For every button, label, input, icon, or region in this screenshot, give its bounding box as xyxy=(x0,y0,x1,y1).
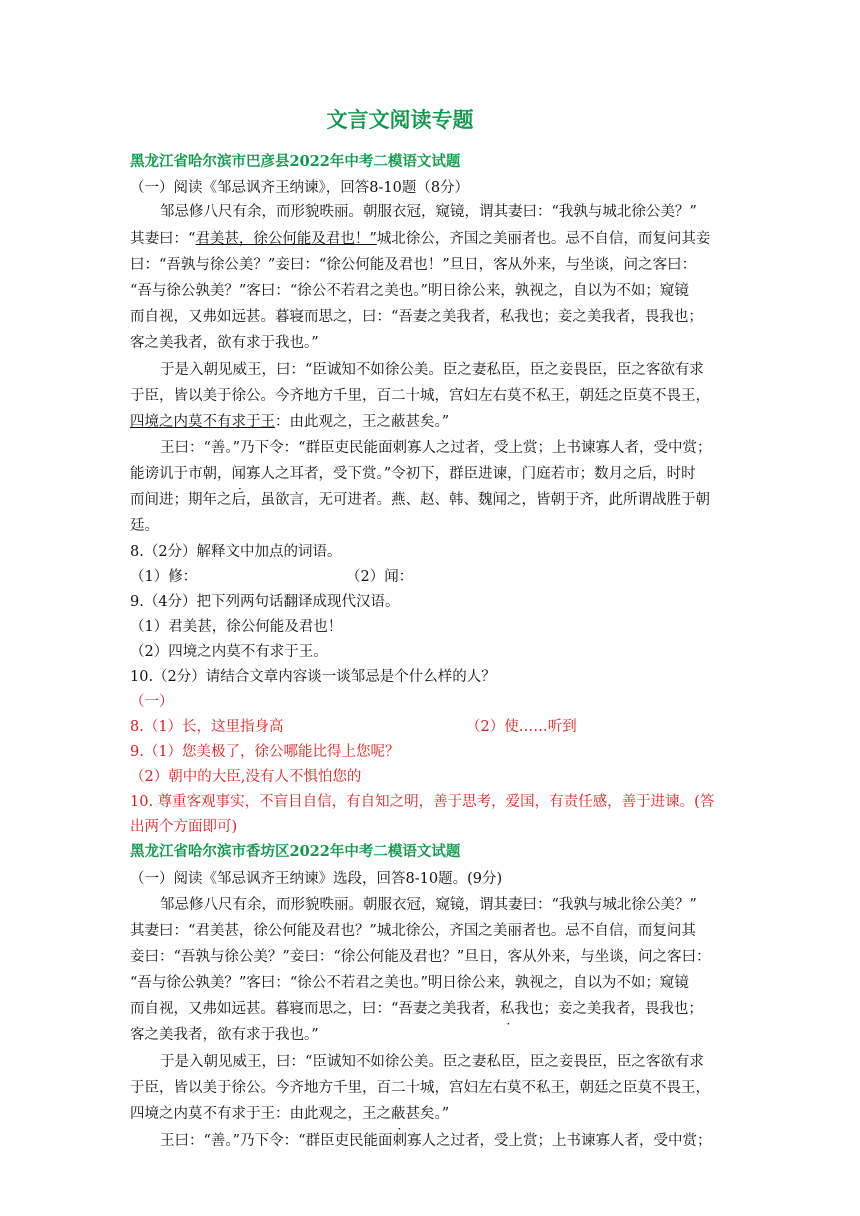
passage-line: “吾与徐公孰美？”客曰：“徐公不若君之美也。”明日徐公来，孰视之，自以为不如；窥镜 xyxy=(130,975,689,991)
source-heading-1: 黑龙江省哈尔滨市巴彦县2022年中考二模语文试题 xyxy=(130,153,461,170)
passage-line: 其妻曰：“君美甚，徐公何能及君也！”城北徐公，齐国之美丽者也。忌不自信，而复问其妾 xyxy=(130,231,711,247)
passage-line: 客之美我者，欲有求于我也。” xyxy=(130,335,319,351)
passage-line: 而自视，又弗如远甚。暮寝而思之，曰：“吾妻之美我者，私我也；妾之美我者，畏我也； xyxy=(130,1001,703,1017)
question-8: 8.（2分）解释文中加点的词语。 xyxy=(130,544,342,560)
question-8-1: （1）修： xyxy=(130,569,198,585)
dotted-word: 闻 xyxy=(231,466,246,482)
passage-line: 而自视，又弗如远甚。暮寝而思之，曰：“吾妻之美我者，私我也；妾之美我者，畏我也； xyxy=(130,309,703,325)
question-8-2: （2）闻： xyxy=(346,569,414,585)
dotted-word: 私 xyxy=(499,1001,515,1017)
question-9: 9.（4分）把下列两句话翻译成现代汉语。 xyxy=(130,594,400,610)
passage-line: 于是入朝见威王，曰：“臣诚知不如徐公美。臣之妻私臣，臣之妾畏臣，臣之客欲有求 xyxy=(160,362,704,378)
question-10: 10.（2分）请结合文章内容谈一谈邹忌是个什么样的人？ xyxy=(130,669,496,685)
answer-8-2: （2）使……听到 xyxy=(466,719,577,735)
answer-heading: （一） xyxy=(130,694,174,710)
question-intro-2: （一）阅读《邹忌讽齐王纳谏》选段，回答8-10题。(9分) xyxy=(130,871,503,887)
question-intro-1: （一）阅读《邹忌讽齐王纳谏》，回答8-10题（8分） xyxy=(130,180,470,196)
underlined-sentence: 君美甚，徐公何能及君也！” xyxy=(195,231,377,247)
passage-line: 四境之内莫不有求于王：由此观之，王之蔽甚矣。” xyxy=(130,414,450,430)
passage-line: 能谤讥于市朝，闻寡人之耳者，受下赏。”令初下，群臣进谏，门庭若市；数月之后，时时 xyxy=(130,466,696,482)
page-title: 文言文阅读专题 xyxy=(326,107,474,132)
passage-line: 于臣，皆以美于徐公。今齐地方千里，百二十城，宫妇左右莫不私王，朝廷之臣莫不畏王， xyxy=(130,1080,710,1096)
question-9-1: （1）君美甚，徐公何能及君也！ xyxy=(130,619,343,635)
answer-8-1: 8.（1）长，这里指身高 xyxy=(130,719,284,735)
answer-10: 10. 尊重客观事实，不盲目自信，有自知之明，善于思考，爱国，有责任感，善于进谏。(答 xyxy=(130,794,715,810)
dotted-word: 蔽 xyxy=(391,1106,406,1122)
question-9-2: （2）四境之内莫不有求于王。 xyxy=(130,644,328,660)
answer-9-1: 9.（1）您美极了，徐公哪能比得上您呢？ xyxy=(130,744,400,760)
passage-line: “吾与徐公孰美？”客曰：“徐公不若君之美也。”明日徐公来，孰视之，自以为不如；窥镜 xyxy=(130,283,689,299)
passage-line: 客之美我者，欲有求于我也。” xyxy=(130,1027,319,1043)
passage-line: 邹忌修八尺有余，而形貌昳丽。朝服衣冠，窥镜，谓其妻曰：“我孰与城北徐公美？” xyxy=(160,204,697,220)
passage-line: 其妻曰：“君美甚，徐公何能及君也？”城北徐公，齐国之美丽者也。忌不自信，而复问其 xyxy=(130,923,696,939)
passage-line: 王曰：“善。”乃下令：“群臣吏民能面刺寡人之过者，受上赏；上书谏寡人者，受中赏； xyxy=(160,440,712,456)
passage-line: 妾曰：“吾孰与徐公美？”妾曰：“徐公何能及君也？”旦日，客从外来，与坐谈，问之客曰： xyxy=(130,949,711,965)
passage-line: 而间进；期年之后，虽欲言，无可进者。燕、赵、韩、魏闻之，皆朝于齐，此所谓战胜于朝 xyxy=(130,492,710,508)
passage-line: 邹忌修八尺有余，而形貌昳丽。朝服衣冠，窥镜，谓其妻曰：“我孰与城北徐公美？” xyxy=(160,897,697,913)
passage-line: 于是入朝见威王，曰：“臣诚知不如徐公美。臣之妻私臣，臣之妾畏臣，臣之客欲有求 xyxy=(160,1054,704,1070)
answer-10-cont: 出两个方面即可) xyxy=(130,819,238,835)
passage-line: 于臣，皆以美于徐公。今齐地方千里，百二十城，宫妇左右莫不私王，朝廷之臣莫不畏王， xyxy=(130,388,710,404)
passage-line: 王曰：“善。”乃下令：“群臣吏民能面刺寡人之过者，受上赏；上书谏寡人者，受中赏； xyxy=(160,1133,712,1149)
passage-line: 廷。 xyxy=(130,518,159,534)
passage-line: 曰：“吾孰与徐公美？”妾曰：“徐公何能及君也！”旦日，客从外来，与坐谈，问之客曰： xyxy=(130,257,697,273)
passage-line: 四境之内莫不有求于王：由此观之，王之蔽甚矣。” xyxy=(130,1106,450,1122)
source-heading-2: 黑龙江省哈尔滨市香坊区2022年中考二模语文试题 xyxy=(130,843,461,860)
underlined-sentence: 四境之内莫不有求于王 xyxy=(130,414,275,430)
answer-9-2: （2）朝中的大臣,没有人不惧怕您的 xyxy=(130,769,362,785)
